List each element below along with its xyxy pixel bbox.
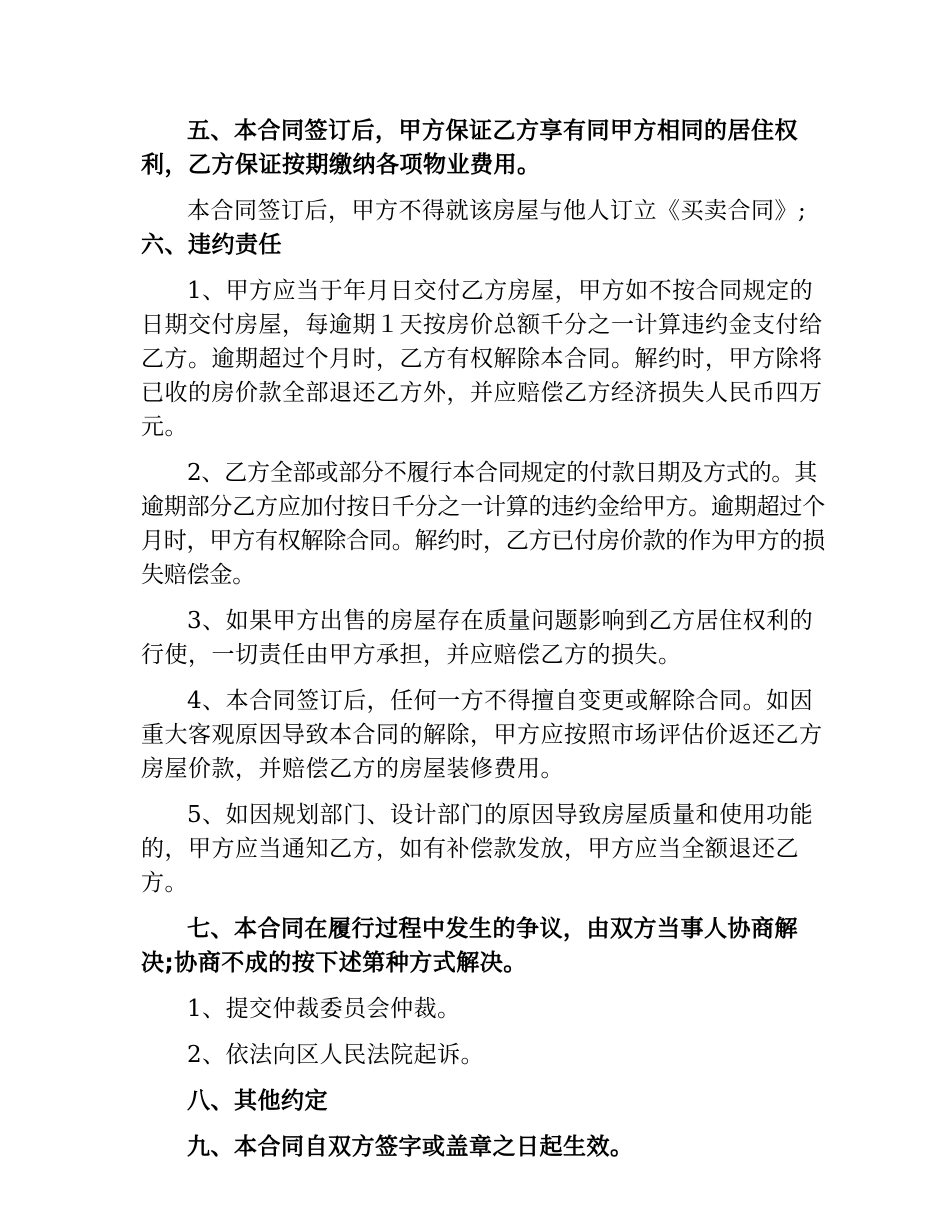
breach-item-4: 4、本合同签订后，任何一方不得擅自变更或解除合同。如因重大客观原因导致本合同的解除，甲方应按照市场评估价返还乙方房屋价款，并赔偿乙方的房屋装修费用。 [141, 688, 823, 782]
document-body [141, 114, 831, 1176]
breach-item-5: 5、如因规划部门、设计部门的原因导致房屋质量和使用功能的，甲方应当通知乙方，如有补偿款发放，甲方应当全额退还乙方。 [141, 802, 814, 896]
breach-item-1: 1、甲方应当于年月日交付乙方房屋，甲方如不按合同规定的日期交付房屋，每逾期１天按房价总额千分之一计算违约金支付给乙方。逾期超过个月时，乙方有权解除本合同。解约时，甲方除将已收的房价款全部退还乙方外，并应赔偿乙方经济损失人民币四万元。 [141, 278, 823, 440]
clause-nine: 九、本合同自双方签字或盖章之日起生效。 [187, 1134, 634, 1160]
clause-five-note-text: 本合同签订后，甲方不得就该房屋与他人订立《买卖合同》; [187, 198, 807, 224]
clause-eight: 八、其他约定 [187, 1088, 328, 1114]
breach-item-3: 3、如果甲方出售的房屋存在质量问题影响到乙方居住权利的行使，一切责任由甲方承担，并应赔偿乙方的损失。 [141, 608, 814, 668]
breach-item-2: 2、乙方全部或部分不履行本合同规定的付款日期及方式的。其逾期部分乙方应加付按日千分之一计算的违约金给甲方。逾期超过个月时，甲方有权解除合同。解约时，乙方已付房价款的作为甲方的损失赔偿金。 [141, 460, 826, 588]
clause-five: 五、本合同签订后，甲方保证乙方享有同甲方相同的居住权利，乙方保证按期缴纳各项物业费用。 [141, 118, 798, 178]
dispute-option-2: 2、依法向区人民法院起诉。 [187, 1042, 485, 1068]
dispute-option-1: 1、提交仲裁委员会仲裁。 [187, 996, 461, 1022]
clause-five-note [141, 194, 831, 262]
clause-seven: 七、本合同在履行过程中发生的争议，由双方当事人协商解决;协商不成的按下述第种方式解决。 [141, 916, 798, 976]
section-six-heading: 六、违约责任 [141, 232, 282, 258]
